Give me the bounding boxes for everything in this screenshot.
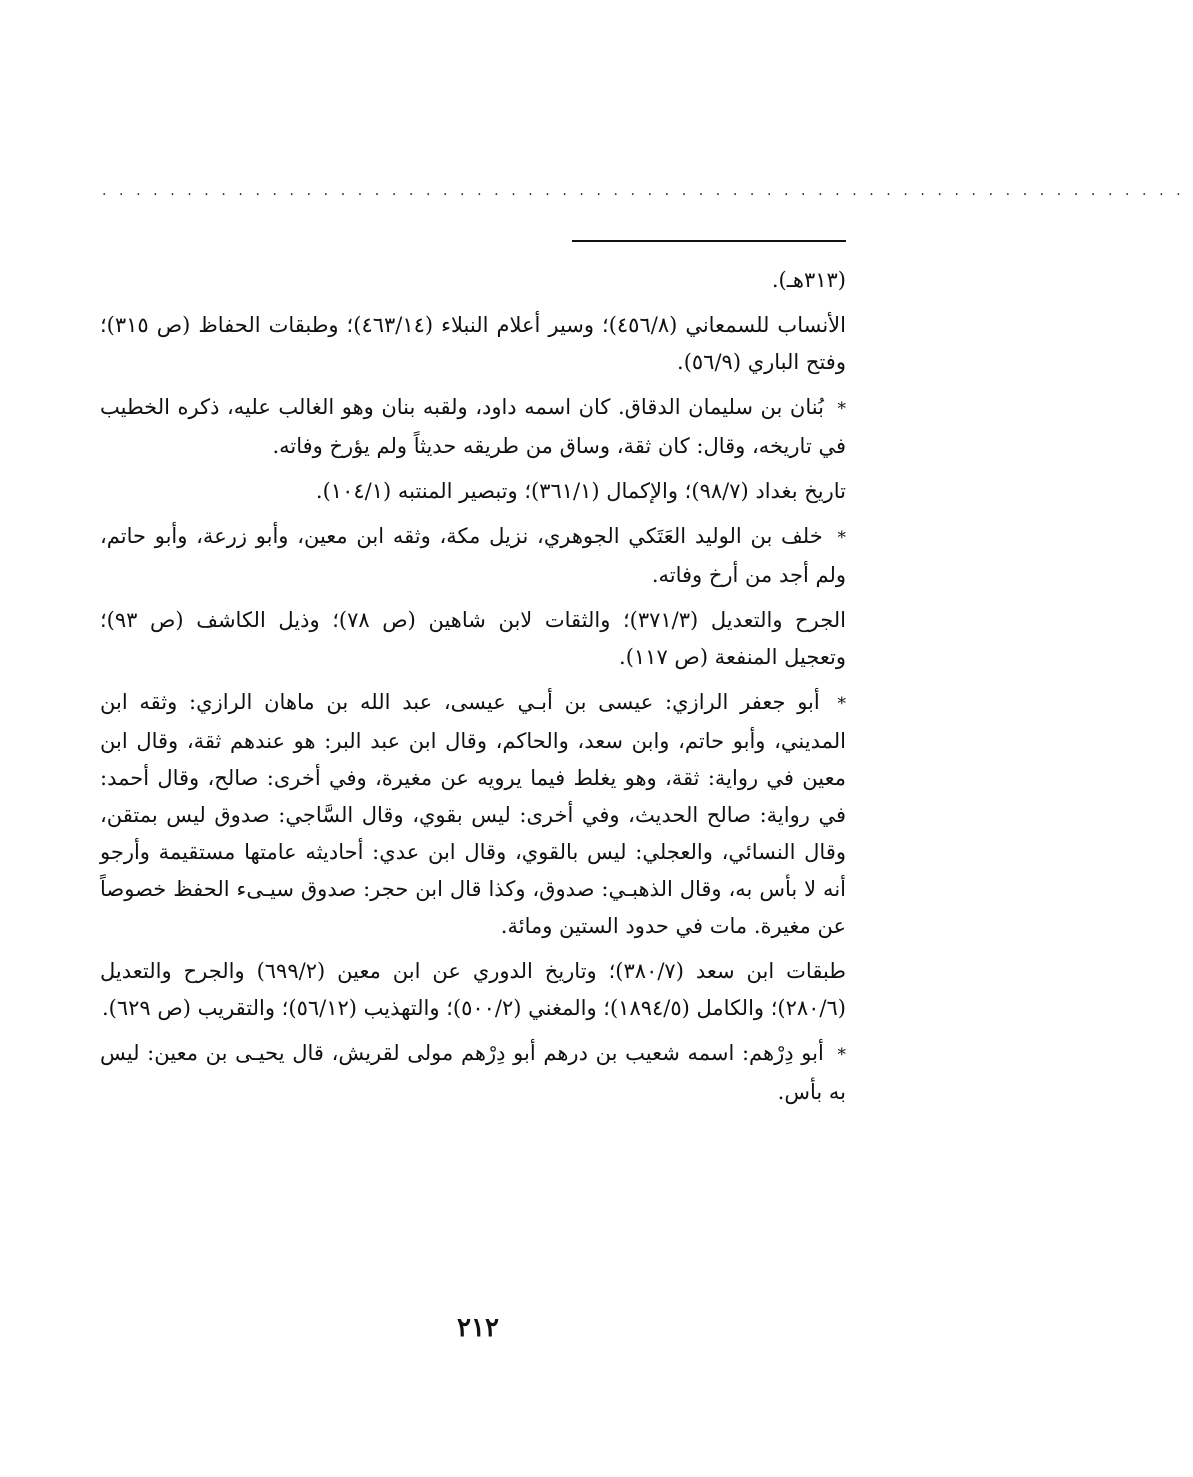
continuation-line: (٣١٣هـ). [771,268,846,292]
biography-entry: * أبو جعفر الرازي: عيسى بن أبـي عيسى، عبد الله بن ماهان الرازي: وثقه ابن المديني، وأبو حاتم، وابن سعد، والحاكم، وقال ابن عبد البر: هو عندهم ثقة، وقال ابن معين في رواية: ثقة، وهو يغلط فيما يرويه عن مغيرة، وفي أخرى: صالح، وقال أحمد: في رواية: صالح الحديث، وفي أخرى: ليس بقوي، وقال السَّاجي: صدوق ليس بمتقن، وقال النسائي، والعجلي: ليس بالقوي، وقال ابن عدي: أحاديثه عامتها مستقيمة وأرجو أنه لا بأس به، وقال الذهبـي: صدوق، وكذا قال ابن حجر: صدوق سيـىء الحفظ خصوصاً عن مغيرة. مات في حدود الستين ومائة. [100,690,846,938]
asterisk-marker: * [837,1045,846,1065]
page-number: ٢١٢ [457,1313,499,1343]
reference-paragraph: الأنساب للسمعاني (٤٥٦/٨)؛ وسير أعلام النبلاء (٤٦٣/١٤)؛ وطبقات الحفاظ (ص ٣١٥)؛ وفتح الباري (٥٦/٩). [100,313,846,374]
asterisk-marker: * [837,528,846,548]
footnote-rule [572,240,846,242]
reference-paragraph: تاريخ بغداد (٩٨/٧)؛ والإكمال (٣٦١/١)؛ وتبصير المنتبه (١٠٤/١). [315,479,846,503]
biography-entry: * خلف بن الوليد العَتَكي الجوهري، نزيل مكة، وثقه ابن معين، وأبو زرعة، وأبو حاتم، ولم أجد من أرخ وفاته. [100,524,846,587]
reference-paragraph: الجرح والتعديل (٣٧١/٣)؛ والثقات لابن شاهين (ص ٧٨)؛ وذيل الكاشف (ص ٩٣)؛ وتعجيل المنفعة (ص ١١٧). [100,608,846,669]
asterisk-marker: * [837,399,846,419]
reference-paragraph: طبقات ابن سعد (٣٨٠/٧)؛ وتاريخ الدوري عن ابن معين (٦٩٩/٢) والجرح والتعديل (٢٨٠/٦)؛ والكامل (١٨٩٤/٥)؛ والمغني (٥٠٠/٢)؛ والتهذيب (٥٦/١٢)؛ والتقريب (ص ٦٢٩). [100,959,847,1020]
biography-entry: * بُنان بن سليمان الدقاق. كان اسمه داود، ولقبه بنان وهو الغالب عليه، ذكره الخطيب في تاريخه، وقال: كان ثقة، وساق من طريقه حديثاً ولم يؤرخ وفاته. [100,395,846,458]
asterisk-marker: * [837,694,846,714]
footnote-text [100,262,846,1119]
dotted-separator: ................................................................ [102,183,1193,199]
biography-entry: * أبو دِرْهم: اسمه شعيب بن درهم أبو دِرْهم مولى لقريش، قال يحيـى بن معين: ليس به بأس. [100,1041,846,1104]
